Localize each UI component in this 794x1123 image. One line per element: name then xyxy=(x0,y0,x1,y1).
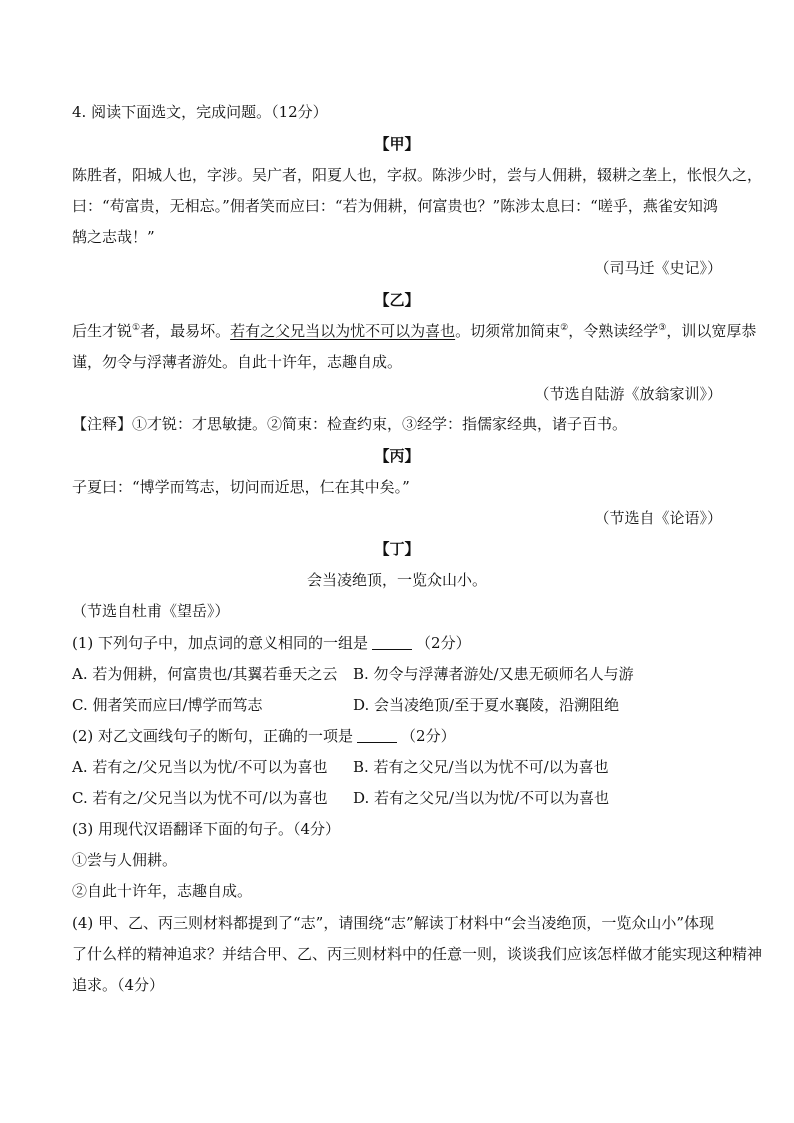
jia-text-line-3: 鹄之志哉！” xyxy=(72,228,155,246)
jia-text-line-2: 曰：“苟富贵，无相忘。”佣者笑而应曰：“若为佣耕，何富贵也？”陈涉太息曰：“嗟乎，燕雀安知鸿 xyxy=(72,197,718,215)
yi-text-part: 者，最易坏。 xyxy=(140,322,231,340)
yi-text-part: ，训以宽厚恭 xyxy=(666,322,757,340)
q1-option-d: D. 会当凌绝顶/至于夏水襄陵，沿溯阻绝 xyxy=(353,696,620,714)
q1-option-c: C. 佣者笑而应曰/博学而笃志 xyxy=(72,696,263,714)
answer-blank[interactable] xyxy=(357,728,397,743)
q2-stem xyxy=(72,726,456,746)
yi-source: （节选自陆游《放翁家训》） xyxy=(534,385,722,403)
underlined-sentence: 若有之父兄当以为忧不可以为喜也 xyxy=(230,322,456,340)
yi-text-part: 。切须常加简束 xyxy=(455,322,561,340)
q3-sentence-1: ①尝与人佣耕。 xyxy=(72,851,178,869)
footnote-marker: ① xyxy=(132,323,141,333)
footnote-marker: ③ xyxy=(658,323,667,333)
q2-option-d: D. 若有之父兄/当以为忧/不可以为喜也 xyxy=(353,789,610,807)
section-bing-title: 【丙】 xyxy=(374,447,420,465)
section-ding-title: 【丁】 xyxy=(374,540,420,558)
q2-score: （2分） xyxy=(401,727,456,745)
q4-line-1: (4) 甲、乙、丙三则材料都提到了“志”，请围绕“志”解读丁材料中“会当凌绝顶，一览众山小”体现 xyxy=(72,914,715,932)
q2-option-a: A. 若有之/父兄当以为忧/不可以为喜也 xyxy=(72,758,328,776)
q3-sentence-2: ②自此十许年，志趣自成。 xyxy=(72,882,253,900)
question-header: 4. 阅读下面选文，完成问题。（12分） xyxy=(72,103,328,121)
q2-option-b: B. 若有之父兄/当以为忧不可/以为喜也 xyxy=(353,758,609,776)
yi-text-line-2: 谨，勿令与浮薄者游处。自此十许年，志趣自成。 xyxy=(72,353,403,371)
q2-option-c: C. 若有之/父兄当以为忧不可/以为喜也 xyxy=(72,789,328,807)
q1-stem xyxy=(72,633,471,653)
yi-text-part: ，令熟读经学 xyxy=(568,322,659,340)
ding-source: （节选自杜甫《望岳》） xyxy=(72,602,230,620)
yi-text-part: 后生才锐 xyxy=(72,322,133,340)
jia-source: （司马迁《史记》） xyxy=(594,259,722,277)
section-jia-title: 【甲】 xyxy=(374,135,420,153)
answer-blank[interactable] xyxy=(372,635,412,650)
yi-text-line-1 xyxy=(72,321,756,341)
footnote-marker: ② xyxy=(560,323,569,333)
q2-stem-text: (2) 对乙文画线句子的断句，正确的一项是 xyxy=(72,727,354,745)
q1-stem-text: (1) 下列句子中，加点词的意义相同的一组是 xyxy=(72,634,369,652)
section-yi-title: 【乙】 xyxy=(374,291,420,309)
q1-option-a: A. 若为佣耕，何富贵也/其翼若垂天之云 xyxy=(72,665,338,683)
bing-source: （节选自《论语》） xyxy=(594,509,722,527)
bing-text: 子夏曰：“博学而笃志，切问而近思，仁在其中矣。” xyxy=(72,478,410,496)
q4-line-3: 追求。（4分） xyxy=(72,976,165,994)
q3-stem: (3) 用现代汉语翻译下面的句子。（4分） xyxy=(72,820,341,838)
yi-annotation: 【注释】①才锐：才思敏捷。②简束：检查约束，③经学：指儒家经典，诸子百书。 xyxy=(72,415,628,433)
q4-line-2: 了什么样的精神追求？并结合甲、乙、丙三则材料中的任意一则，谈谈我们应该怎样做才能实现这种精神 xyxy=(72,945,763,963)
ding-text: 会当凌绝顶，一览众山小。 xyxy=(306,571,487,589)
q1-option-b: B. 勿令与浮薄者游处/又患无硕师名人与游 xyxy=(353,665,634,683)
q1-score: （2分） xyxy=(416,634,471,652)
jia-text-line-1: 陈胜者，阳城人也，字涉。吴广者，阳夏人也，字叔。陈涉少时，尝与人佣耕，辍耕之垄上，怅恨久之， xyxy=(72,166,763,184)
